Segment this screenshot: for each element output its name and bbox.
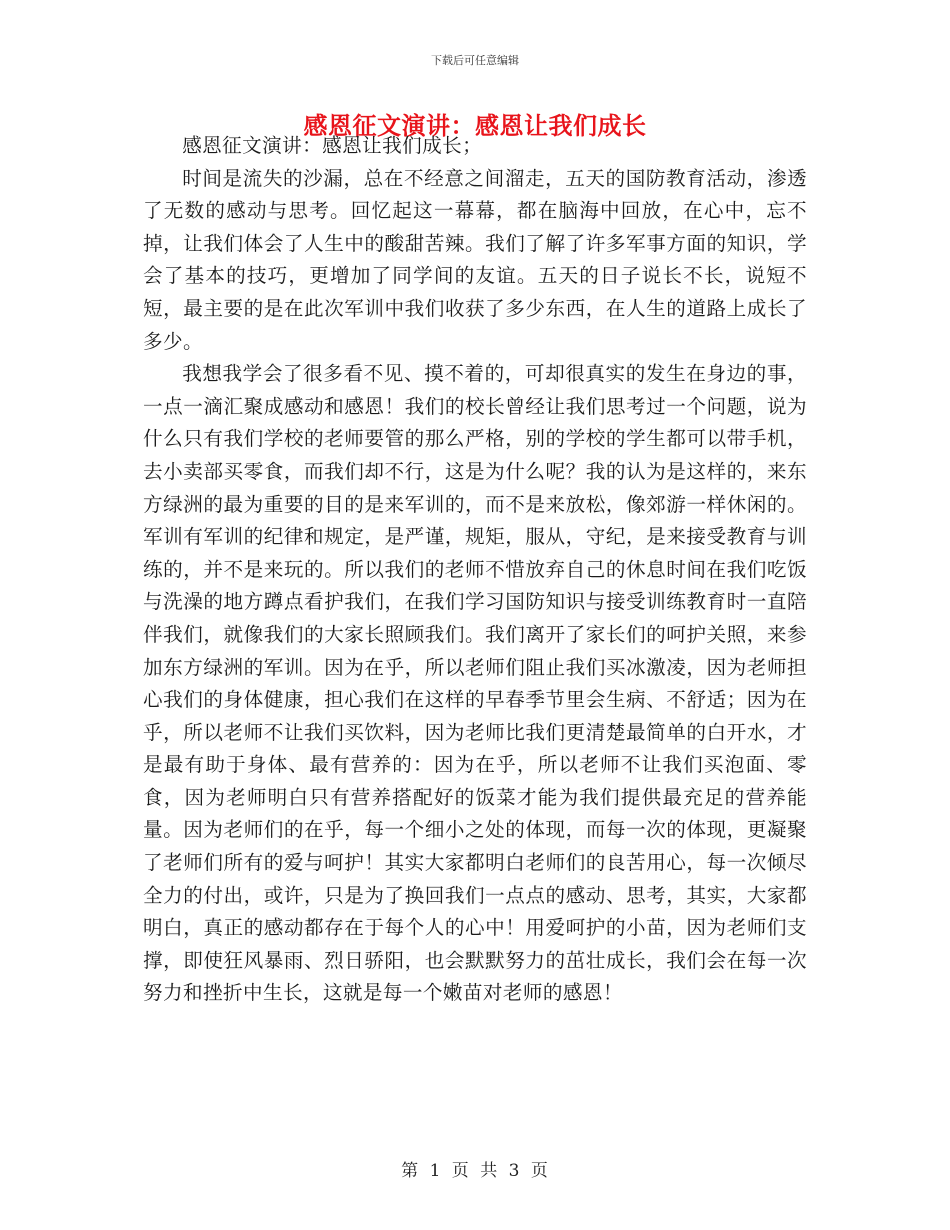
paragraph-subtitle: 感恩征文演讲：感恩让我们成长； [182, 134, 483, 157]
document-title: 感恩征文演讲：感恩让我们成长 [303, 111, 647, 140]
page-number: 第 1 页 共 3 页 [401, 1161, 549, 1181]
paragraph-1: 时间是流失的沙漏，总在不经意之间溜走，五天的国防教育活动，渗透了无数的感动与思考。回忆起这一幕幕，都在脑海中回放，在心中，忘不掉，让我们体会了人生中的酸甜苦辣。我们了解了许多军事方面的知识，学会了基本的技巧，更增加了同学间的友谊。五天的日子说长不长，说短不短，最主要的是在此次军训中我们收获了多少东西，在人生的道路上成长了多少。 [143, 166, 807, 353]
document-body [143, 130, 807, 1010]
paragraph-2: 我想我学会了很多看不见、摸不着的，可却很真实的发生在身边的事，一点一滴汇聚成感动和感恩！我们的校长曾经让我们思考过一个问题，说为什么只有我们学校的老师要管的那么严格，别的学校的学生都可以带手机，去小卖部买零食，而我们却不行，这是为什么呢？我的认为是这样的，来东方绿洲的最为重要的目的是来军训的，而不是来放松，像郊游一样休闲的。军训有军训的纪律和规定，是严谨，规矩，服从，守纪，是来接受教育与训练的，并不是来玩的。所以我们的老师不惜放弃自己的休息时间在我们吃饭与洗澡的地方蹲点看护我们，在我们学习国防知识与接受训练教育时一直陪伴我们，就像我们的大家长照顾我们。我们离开了家长们的呵护关照，来参加东方绿洲的军训。因为在乎，所以老师们阻止我们买冰激凌，因为老师担心我们的身体健康，担心我们在这样的早春季节里会生病、不舒适；因为在乎，所以老师不让我们买饮料，因为老师比我们更清楚最简单的白开水，才是最有助于身体、最有营养的：因为在乎，所以老师不让我们买泡面、零食，因为老师明白只有营养搭配好的饭菜才能为我们提供最充足的营养能量。因为老师们的在乎，每一个细小之处的体现，而每一次的体现，更凝聚了老师们所有的爱与呵护！其实大家都明白老师们的良苦用心，每一次倾尽全力的付出，或许，只是为了换回我们一点点的感动、思考，其实，大家都明白，真正的感动都存在于每个人的心中！用爱呵护的小苗，因为老师们支撑，即使狂风暴雨、烈日骄阳，也会默默努力的茁壮成长，我们会在每一次努力和挫折中生长，这就是每一个嫩苗对老师的感恩！ [143, 362, 807, 1005]
header-note: 下载后可任意编辑 [431, 54, 519, 67]
